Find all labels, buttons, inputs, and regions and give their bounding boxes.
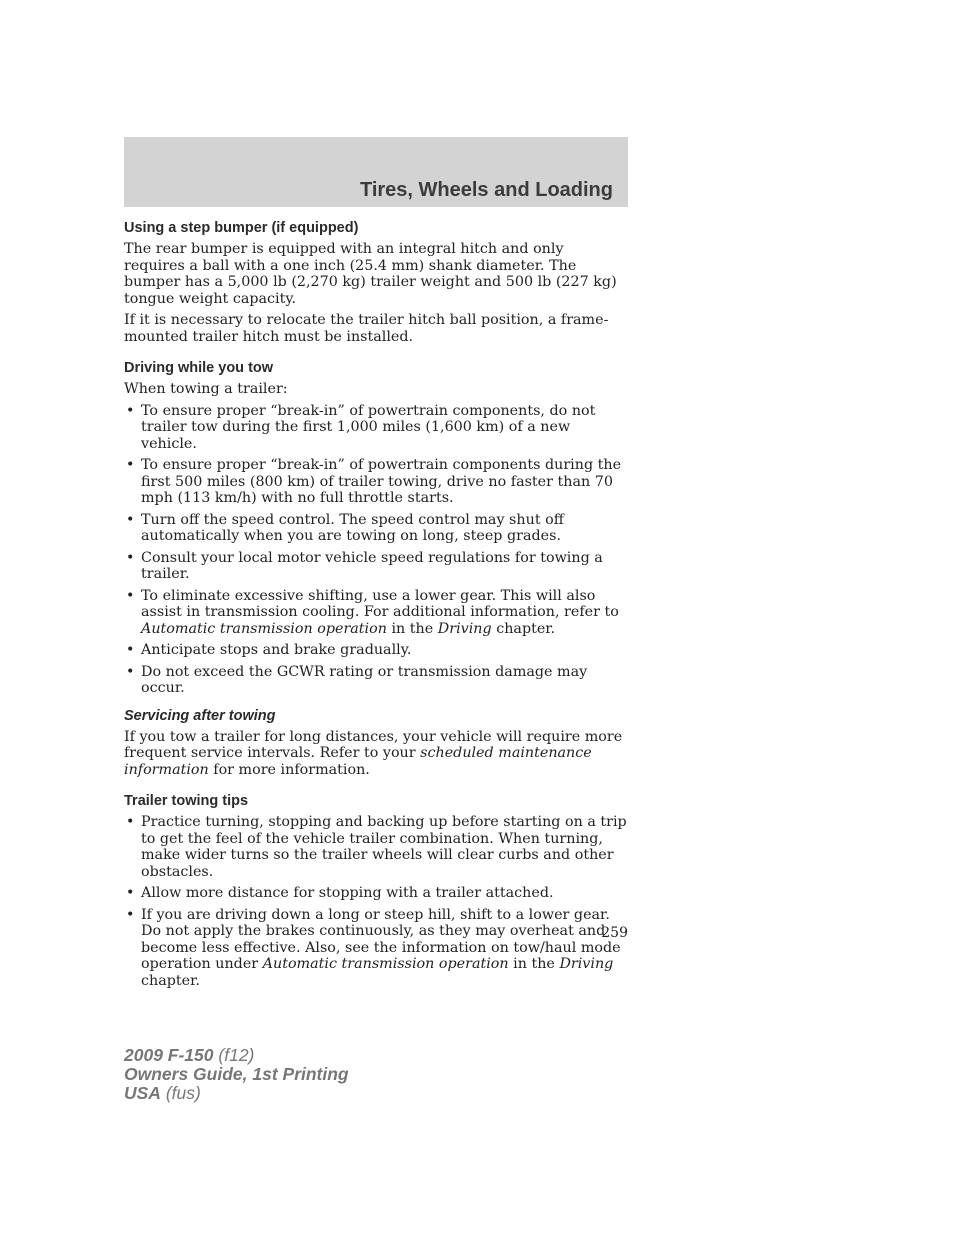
paragraph: If it is necessary to relocate the trailer hitch ball position, a frame-mounted trailer hitch must be installed. — [124, 312, 609, 345]
text-run: for more information. — [208, 761, 370, 778]
italic-reference: Automatic transmission operation — [262, 956, 509, 972]
italic-reference: Driving — [437, 620, 492, 637]
footer-line — [124, 1046, 349, 1065]
footer-line — [124, 1084, 349, 1103]
italic-reference: Automatic transmission operation — [141, 620, 387, 637]
list-item: • Allow more distance for stopping with a trailer attached. — [124, 885, 628, 902]
list-item: • Anticipate stops and brake gradually. — [124, 642, 628, 659]
text-run: in the — [508, 956, 560, 972]
text-run: chapter. — [491, 620, 556, 637]
list-item: • Do not exceed the GCWR rating or transmission damage may occur. — [124, 664, 628, 697]
heading-driving-while-tow: Driving while you tow — [124, 360, 274, 376]
heading-servicing: Servicing after towing — [124, 707, 276, 724]
paragraph: The rear bumper is equipped with an integral hitch and only requires a ball with a one inch (25.4 mm) shank diameter. The bumper has a 5,000 lb (2,270 kg) trailer weight and 500 lb (227 kg) tongue weight capacity. — [124, 241, 617, 307]
text-run: If you are driving down a long or steep hill, shift to a lower gear. Do not apply the brakes continuously, as they may overheat and become less effective. Also, see the information on tow/haul mode operation under — [141, 906, 621, 972]
text-run: in the — [386, 620, 438, 637]
italic-reference: scheduled maintenance information — [124, 745, 592, 778]
footer-region-code: (fus) — [165, 1083, 201, 1103]
chapter-title: Tires, Wheels and Loading — [359, 179, 613, 201]
footer-model: 2009 F-150 — [124, 1045, 214, 1065]
italic-reference: Driving — [559, 956, 614, 972]
text-run: To eliminate excessive shifting, use a lower gear. This will also assist in transmission cooling. For additional information, refer to — [141, 587, 619, 620]
list-item: • To ensure proper “break-in” of powertrain components, do not trailer tow during the first 1,000 miles (1,600 km) of a new vehicle. — [124, 403, 628, 453]
list-item: • To ensure proper “break-in” of powertrain components during the first 500 miles (800 km) of trailer towing, drive no faster than 70 mph (113 km/h) with no full throttle starts. — [124, 457, 628, 507]
list-item: • Turn off the speed control. The speed control may shut off automatically when you are towing on long, steep grades. — [124, 512, 628, 545]
document-footer — [124, 1046, 349, 1103]
list-item — [124, 588, 628, 638]
footer-line — [124, 1065, 349, 1084]
bullet-list — [124, 814, 628, 989]
page-number: 259 — [601, 925, 628, 941]
section-header-band — [124, 137, 628, 207]
text-run: If you tow a trailer for long distances, your vehicle will require more frequent service intervals. Refer to your — [124, 728, 623, 761]
page-content — [124, 219, 628, 994]
heading-step-bumper: Using a step bumper (if equipped) — [124, 220, 359, 236]
list-item: • Practice turning, stopping and backing up before starting on a trip to get the feel of the vehicle trailer combination. When turning, make wider turns so the trailer wheels will clear curbs and other obstacles. — [124, 814, 628, 880]
footer-guide: Owners Guide, 1st Printing — [124, 1064, 349, 1084]
footer-region: USA — [124, 1083, 161, 1103]
footer-code: (f12) — [218, 1045, 255, 1065]
paragraph: When towing a trailer: — [124, 381, 288, 397]
bullet-list — [124, 403, 628, 697]
list-item — [124, 907, 628, 990]
text-run: chapter. — [141, 972, 200, 989]
list-item: • Consult your local motor vehicle speed regulations for towing a trailer. — [124, 550, 628, 583]
heading-trailer-tips: Trailer towing tips — [124, 793, 249, 809]
paragraph — [124, 729, 628, 779]
